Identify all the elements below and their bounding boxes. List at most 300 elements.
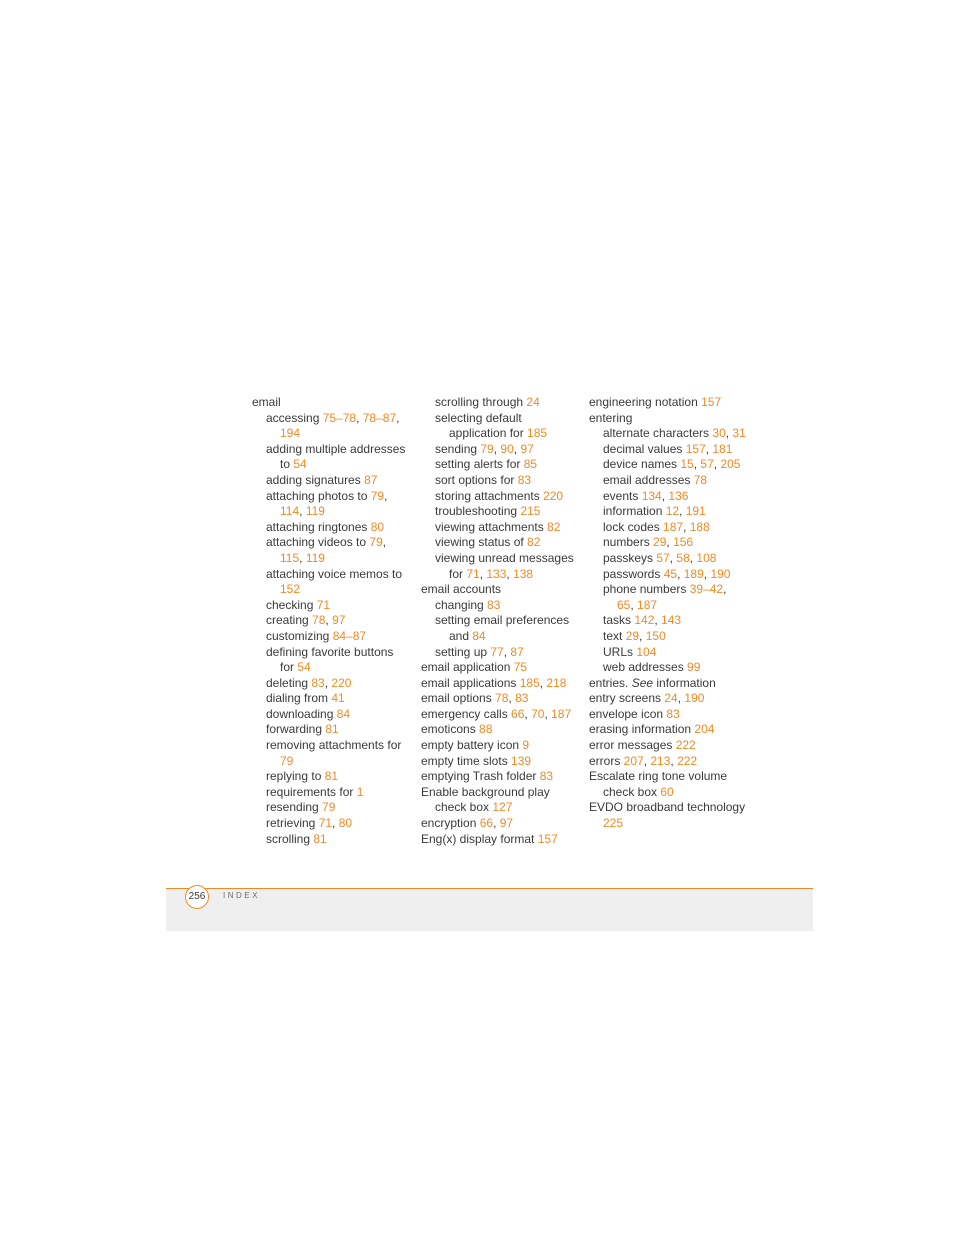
index-entry [252,645,417,676]
index-term-text: , [332,816,339,831]
index-term-text: setting alerts for [435,457,524,472]
index-entry-line [589,707,759,723]
page-link[interactable]: 220 [331,675,352,690]
index-term-text: , [544,706,552,721]
index-term-text: check box [603,784,661,799]
index-term-text: email application [421,660,514,675]
page-link[interactable]: 150 [645,628,666,643]
page-link[interactable]: 71 [466,566,480,581]
index-term-text: , [670,753,678,768]
index-term-text: setting email preferences [435,613,570,628]
index-entry [252,535,417,566]
index-term-text: , [725,426,733,441]
index-entry-line [266,520,417,536]
index-entry [589,473,759,489]
page-link[interactable]: 24 [526,395,540,409]
index-entry-line [421,769,586,785]
index-entry-continuation [421,800,586,816]
index-entry [421,785,586,816]
index-term-text: emergency calls [421,706,512,721]
index-entry-line [421,832,586,848]
index-entry [252,707,417,723]
index-term-text: phone numbers [603,582,690,597]
index-term-text: requirements for [266,784,357,799]
page-link[interactable]: 84–87 [332,628,367,643]
page-link[interactable]: 12 [665,504,680,519]
index-term-text: removing attachments for [266,738,402,753]
index-term-text: forwarding [266,722,326,737]
page-link[interactable]: 31 [732,426,746,441]
page-link[interactable]: 185 [519,675,540,690]
page-link[interactable]: 78 [495,691,509,706]
index-term-text: adding signatures [266,472,365,487]
index-entry-line [266,629,417,645]
page-link[interactable]: 66 [479,816,494,831]
page-link[interactable]: 115 [280,550,300,565]
index-term-text: accessing [266,410,323,425]
index-entry [589,660,759,676]
index-entry [421,676,586,692]
page-link[interactable]: 187 [551,706,572,721]
page-link[interactable]: 127 [492,800,513,815]
index-entry [421,535,586,551]
index-term-text: , [508,691,516,706]
index-term-text: , [689,550,697,565]
page-link[interactable]: 78 [312,613,326,628]
page-link[interactable]: 97 [332,613,346,628]
index-entry [252,598,417,614]
page-link[interactable]: 41 [331,691,345,706]
page-link[interactable]: 139 [511,753,532,768]
index-entry [589,800,759,831]
index-entry-line [421,722,586,738]
index-entry [589,411,759,427]
page-link[interactable]: 71 [318,816,333,831]
page-link[interactable]: 80 [338,816,353,831]
page-link[interactable]: 134 [641,488,662,503]
page-link[interactable]: 133 [486,566,507,581]
page-link[interactable]: 187 [637,597,658,612]
index-entry-line [252,395,417,411]
page-link[interactable]: 152 [280,582,301,597]
page-link[interactable]: 87 [510,644,524,659]
page-link[interactable]: 81 [325,722,339,737]
index-entry-line [435,395,586,411]
index-entry-line [603,613,759,629]
index-entry [421,816,586,832]
index-entry-continuation [266,504,417,520]
index-entry-line [435,613,586,629]
page-link[interactable]: 119 [305,550,325,565]
index-term-text: viewing unread messages [435,550,574,565]
index-term-text: scrolling through [435,395,527,409]
index-term-text: , [356,410,363,425]
index-entry-continuation [589,785,759,801]
index-entry [421,551,586,582]
page-link[interactable]: 108 [696,550,717,565]
page-link[interactable]: 79 [370,488,385,503]
index-entry-line [603,457,759,473]
page-link[interactable]: 187 [663,519,684,534]
index-entry-line [603,567,759,583]
index-term-text: lock codes [603,519,664,534]
page-link[interactable]: 83 [487,597,501,612]
page-link[interactable]: 143 [661,613,682,628]
index-term-text: encryption [421,816,480,831]
index-term-text: setting up [435,644,491,659]
index-entry-line [435,489,586,505]
index-entry-line [435,473,586,489]
page-link[interactable]: 99 [687,660,701,675]
page-link[interactable]: 79 [480,441,494,456]
page-link[interactable]: 80 [370,519,385,534]
index-term-text: , [539,675,547,690]
index-entry-line [603,582,759,598]
page-link[interactable]: 157 [685,441,706,456]
index-term-text: viewing status of [435,535,528,550]
page-link[interactable]: 225 [603,816,624,831]
index-entry-line [421,738,586,754]
index-term-text: web addresses [603,660,688,675]
page-link[interactable]: 45 [663,566,678,581]
page-link[interactable]: 194 [280,426,301,441]
index-term-text: Escalate ring tone volume [589,769,728,784]
page-link[interactable]: 84 [472,628,486,643]
index-term-text: entries. [589,675,632,690]
page-link[interactable]: 79 [322,800,336,815]
page-link[interactable]: 57 [700,457,714,472]
index-entry-line [603,473,759,489]
index-entry [421,754,586,770]
index-entry [421,457,586,473]
index-term-text: sort options for [435,472,518,487]
index-term-text: and [449,628,473,643]
index-term-text: errors [589,753,624,768]
index-entry [589,535,759,551]
page-link[interactable]: 75 [513,660,528,675]
page-link[interactable]: 58 [676,550,690,565]
index-term-text: email accounts [421,582,502,597]
index-term-text: empty battery icon [421,738,523,753]
index-term-text: EVDO broadband technology [589,800,746,815]
page-link[interactable]: 1 [356,784,364,799]
page-link[interactable]: 82 [547,519,561,534]
page-link[interactable]: 190 [710,566,731,581]
index-term-text: , [661,488,669,503]
index-term-text: envelope icon [589,706,667,721]
index-entry [589,691,759,707]
index-term-text: defining favorite buttons [266,644,394,659]
index-term-text: application for [449,426,528,441]
index-entry [252,785,417,801]
page-link[interactable]: 84 [336,706,351,721]
index-entry [589,457,759,473]
index-entry-line [266,676,417,692]
index-term-text: , [705,441,713,456]
page-link[interactable]: 205 [720,457,741,472]
page-link[interactable]: 114 [280,504,300,519]
page-link[interactable]: 83 [311,675,325,690]
index-term-text: viewing attachments [435,519,548,534]
index-entry-line [603,442,759,458]
index-entry-line [266,411,417,427]
index-entry-line [266,832,417,848]
page-link[interactable]: 222 [675,738,696,753]
index-entry [589,645,759,661]
index-entry [421,613,586,644]
index-entry [421,832,586,848]
page-link[interactable]: 30 [712,426,726,441]
index-entry-line [266,645,417,661]
index-entry-line [266,816,417,832]
page-link[interactable]: 213 [650,753,671,768]
index-term-text: information [603,504,666,519]
index-term-text: , [479,566,487,581]
page-link[interactable]: 29 [653,535,667,550]
index-term-text: text [603,628,626,643]
page-link[interactable]: 87 [364,472,378,487]
index-entry-line [266,535,417,551]
page-link[interactable]: 54 [297,660,311,675]
index-term-text: , [384,488,388,503]
index-term-text: to [280,457,294,472]
page-link[interactable]: 181 [712,441,733,456]
index-entry [421,769,586,785]
page-link[interactable]: 190 [684,691,705,706]
index-term-text: empty time slots [421,753,512,768]
page-link[interactable]: 156 [673,535,694,550]
page-link[interactable]: 60 [660,784,674,799]
index-term-text: Enable background play [421,784,550,799]
page-link[interactable]: 83 [666,706,680,721]
index-entry-line [589,676,759,692]
page-link[interactable]: 78–87 [362,410,397,425]
index-term-text: emoticons [421,722,480,737]
page-link[interactable]: 66 [511,706,525,721]
index-entry-continuation [266,457,417,473]
page-link[interactable]: 189 [683,566,704,581]
index-entry [252,411,417,442]
page-link[interactable]: 79 [369,535,383,550]
index-term-text: , [703,566,711,581]
page-link[interactable]: 83 [539,769,554,784]
page-link[interactable]: 97 [520,441,534,456]
index-entry [589,754,759,770]
page-link[interactable]: 75–78 [322,410,357,425]
index-entry [421,738,586,754]
page-link[interactable]: 9 [522,738,530,753]
page-link[interactable]: 218 [546,675,567,690]
index-entry [421,645,586,661]
index-entry-line [589,722,759,738]
page-link[interactable]: 188 [689,519,710,534]
index-term-text: See [631,675,654,690]
index-entry-line [603,551,759,567]
index-entry-line [266,567,417,583]
page-link[interactable]: 71 [316,597,331,612]
page-link[interactable]: 54 [293,457,307,472]
index-entry-line [603,520,759,536]
page-link[interactable]: 104 [636,644,657,659]
page-link[interactable]: 119 [305,504,325,519]
index-term-text: for [280,660,298,675]
index-entry-continuation [435,567,586,583]
index-entry [589,676,759,692]
index-entry-line [435,520,586,536]
index-entry-line [589,800,759,816]
index-entry [421,707,586,723]
index-entry [589,582,759,613]
index-term-text: for [449,566,467,581]
index-entry [421,660,586,676]
page-link[interactable]: 39–42 [689,582,724,597]
index-entry [589,613,759,629]
index-entry-line [266,473,417,489]
index-entry [421,411,586,427]
page-link[interactable]: 79 [280,753,294,768]
index-term-text: email [252,395,281,409]
index-term-text: retrieving [266,816,319,831]
page-link[interactable]: 142 [634,613,655,628]
index-entry [589,629,759,645]
page-link[interactable]: 222 [677,753,698,768]
index-entry [421,395,586,411]
index-term-text: attaching videos to [266,535,370,550]
index-entry [589,738,759,754]
page-link[interactable]: 81 [313,831,327,846]
index-term-text: attaching ringtones [266,519,371,534]
index-entry [252,691,417,707]
page-link[interactable]: 77 [490,644,504,659]
page-link[interactable]: 81 [324,769,339,784]
index-column-1 [252,395,417,847]
index-term-text: email applications [421,675,520,690]
index-entry [252,722,417,738]
index-entry-line [603,660,759,676]
page-footer [166,888,813,931]
page-link[interactable]: 138 [513,566,534,581]
page-link[interactable]: 78 [693,472,708,487]
index-entry [252,832,417,848]
index-entry-line [589,769,759,785]
page-link[interactable]: 15 [680,457,694,472]
index-term-text: tasks [603,613,635,628]
index-entry-continuation [589,816,759,832]
index-term-text: events [603,488,642,503]
index-term-text: , [493,816,500,831]
page-link[interactable]: 185 [527,426,548,441]
index-entry-line [589,411,759,427]
index-term-text: error messages [589,738,676,753]
index-term-text: replying to [266,769,325,784]
page-link[interactable]: 88 [479,722,493,737]
index-entry-continuation [603,598,759,614]
page-link[interactable]: 204 [694,722,715,737]
index-term-text: , [723,582,727,597]
index-term-text: engineering notation [589,395,702,409]
index-entry [421,691,586,707]
page-link[interactable]: 83 [517,472,532,487]
index-entry-line [589,754,759,770]
page-link[interactable]: 90 [500,441,514,456]
index-entry-line [421,660,586,676]
index-entry [252,613,417,629]
page-link[interactable]: 191 [685,504,706,519]
index-entry [252,442,417,473]
index-entry-continuation [266,754,417,770]
index-entry [252,800,417,816]
page-link[interactable]: 97 [499,816,514,831]
index-term-text: email addresses [603,472,694,487]
index-term-text: , [683,519,690,534]
index-term-text: passwords [603,566,664,581]
page-link[interactable]: 57 [656,550,670,565]
index-term-text: emptying Trash folder [421,769,540,784]
index-entry-line [603,645,759,661]
index-entry-line [435,411,586,427]
page-link[interactable]: 136 [668,488,689,503]
page-link[interactable]: 85 [523,457,538,472]
page-link[interactable]: 220 [543,488,564,503]
page-link[interactable]: 70 [531,706,545,721]
page-link[interactable]: 82 [527,535,541,550]
index-term-text: sending [435,441,481,456]
index-entry [252,567,417,598]
page-link[interactable]: 215 [520,504,541,519]
index-entry-line [421,582,586,598]
page-link[interactable]: 157 [701,395,722,409]
index-term-text: , [396,410,400,425]
index-entry [421,598,586,614]
index-entry [252,473,417,489]
index-entry [589,707,759,723]
index-entry-line [435,504,586,520]
index-term-text: , [677,691,685,706]
index-term-text: erasing information [589,722,695,737]
index-term-text: , [643,753,651,768]
index-entry-line [266,489,417,505]
index-entry [589,489,759,505]
index-entry-line [589,738,759,754]
index-entry-line [266,613,417,629]
index-entry [589,567,759,583]
page-link[interactable]: 207 [623,753,644,768]
index-term-text: device names [603,457,681,472]
index-term-text: deleting [266,675,312,690]
index-term-text: numbers [603,535,654,550]
index-entry [421,582,586,598]
index-entry [252,629,417,645]
page-number: 256 [185,885,209,909]
page-link[interactable]: 29 [625,628,640,643]
index-entry-line [603,426,759,442]
index-term-text: dialing from [266,691,332,706]
page-link[interactable]: 83 [515,691,529,706]
index-term-text: , [630,597,638,612]
index-term-text: , [513,441,521,456]
index-entry-line [421,754,586,770]
page-link[interactable]: 157 [537,831,558,846]
index-term-text: email options [421,691,496,706]
index-term-text: information [653,675,716,690]
index-entry-continuation [266,426,417,442]
index-term-text: entering [589,410,633,425]
page-link[interactable]: 65 [617,597,631,612]
index-term-text: checking [266,597,317,612]
page-link[interactable]: 24 [664,691,678,706]
index-term-text: , [669,550,677,565]
index-entry [421,473,586,489]
